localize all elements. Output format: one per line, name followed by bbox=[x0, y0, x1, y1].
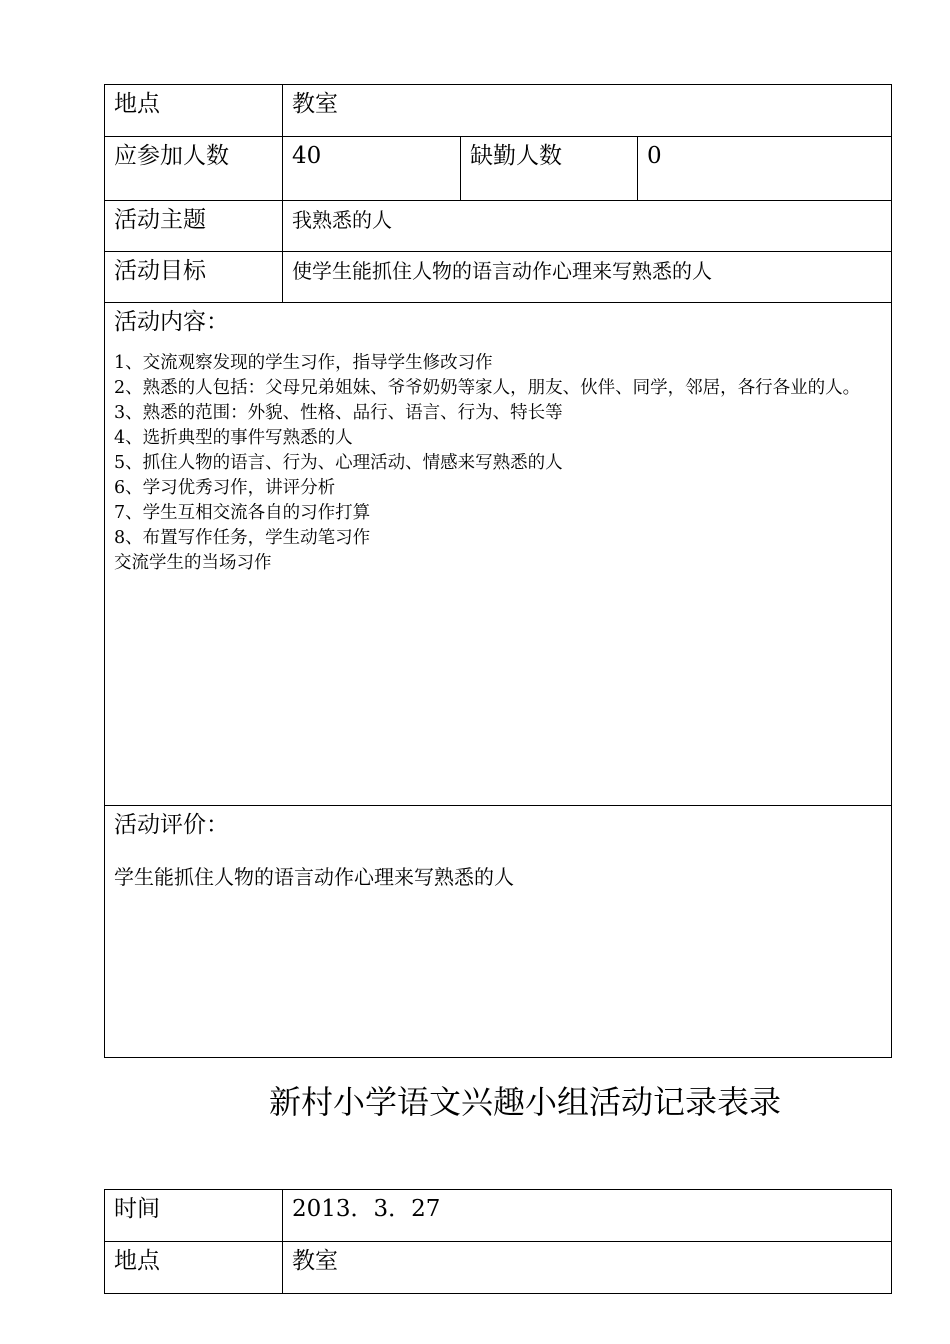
evaluation-row bbox=[105, 806, 892, 1058]
list-item: 2、熟悉的人包括：父母兄弟姐妹、爷爷奶奶等家人，朋友、伙伴、同学，邻居，各行各业的人。 bbox=[114, 378, 861, 398]
absent-count-label: 缺勤人数 bbox=[461, 137, 638, 201]
list-item: 5、抓住人物的语言、行为、心理活动、情感来写熟悉的人 bbox=[114, 453, 563, 473]
place-row bbox=[105, 85, 892, 137]
topic-value: 我熟悉的人 bbox=[283, 201, 892, 252]
page-title: 新村小学语文兴趣小组活动记录表录 bbox=[268, 1083, 781, 1121]
evaluation-value: 学生能抓住人物的语言动作心理来写熟悉的人 bbox=[114, 865, 514, 889]
place-value: 教室 bbox=[283, 1242, 892, 1294]
evaluation-label: 活动评价： bbox=[114, 812, 229, 838]
list-item: 8、布置写作任务，学生动笔习作 bbox=[114, 528, 371, 548]
place-value: 教室 bbox=[283, 85, 892, 137]
expected-count-value: 40 bbox=[283, 137, 461, 201]
evaluation-cell bbox=[105, 806, 892, 1058]
place-label: 地点 bbox=[105, 85, 283, 137]
list-item: 4、选折典型的事件写熟悉的人 bbox=[114, 428, 353, 448]
goal-value: 使学生能抓住人物的语言动作心理来写熟悉的人 bbox=[283, 252, 892, 303]
list-item: 3、熟悉的范围：外貌、性格、品行、语言、行为、特长等 bbox=[114, 403, 563, 423]
content-extra: 交流学生的当场习作 bbox=[114, 553, 272, 573]
expected-count-label: 应参加人数 bbox=[105, 137, 283, 201]
list-item: 6、学习优秀习作，讲评分析 bbox=[114, 478, 336, 498]
place-label: 地点 bbox=[105, 1242, 283, 1294]
goal-row bbox=[105, 252, 892, 303]
attendance-row bbox=[105, 137, 892, 201]
content-row bbox=[105, 303, 892, 806]
goal-label: 活动目标 bbox=[105, 252, 283, 303]
list-item: 1、交流观察发现的学生习作，指导学生修改习作 bbox=[114, 353, 493, 373]
place-row bbox=[105, 1242, 892, 1294]
second-record-table bbox=[104, 1189, 892, 1294]
topic-row bbox=[105, 201, 892, 252]
absent-count-value: 0 bbox=[638, 137, 892, 201]
content-label: 活动内容： bbox=[114, 309, 229, 335]
time-row bbox=[105, 1190, 892, 1242]
content-cell bbox=[105, 303, 892, 806]
list-item: 7、学生互相交流各自的习作打算 bbox=[114, 503, 371, 523]
content-list bbox=[114, 351, 882, 551]
activity-record-table bbox=[104, 84, 892, 1058]
time-label: 时间 bbox=[105, 1190, 283, 1242]
topic-label: 活动主题 bbox=[105, 201, 283, 252]
time-value: 2013．3．27 bbox=[283, 1190, 892, 1242]
